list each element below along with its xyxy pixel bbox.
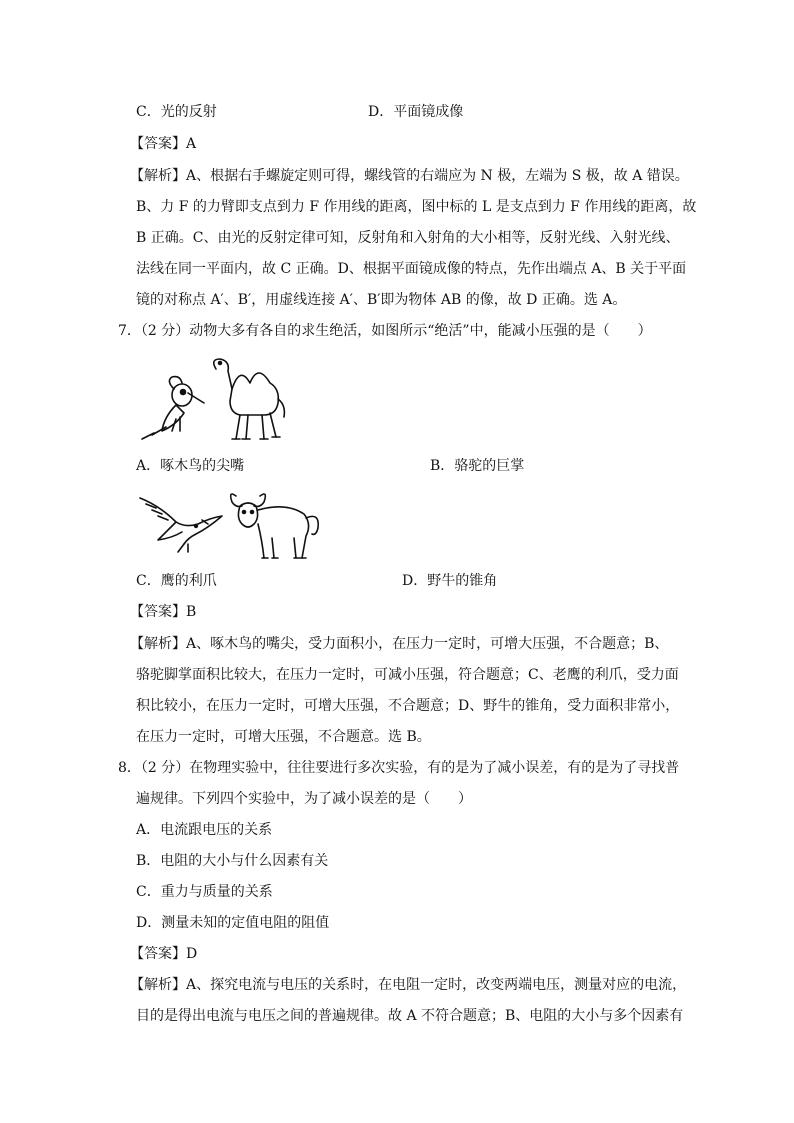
bull-icon [231, 494, 319, 558]
q7-option-d: D．野牛的锥角 [402, 573, 498, 589]
q8-analysis-line: 【解析】A、探究电流与电压的关系时，在电阻一定时，改变两端电压，测量对应的电流， [130, 977, 687, 993]
q6-option-c: C．光的反射 [136, 104, 217, 120]
eagle-icon [140, 498, 222, 552]
q7-answer: 【答案】B [130, 604, 197, 620]
q8-option-d: D．测量未知的定值电阻的阻值 [136, 915, 330, 931]
q8-option-c: C．重力与质量的关系 [136, 884, 273, 900]
q7-analysis-line: 积比较小，在压力一定时，可增大压强，不合题意；D、野牛的锥角，受力面积非常小， [136, 698, 680, 714]
q7-analysis-line: 在压力一定时，可增大压强，不合题意。选 B。 [136, 729, 431, 745]
q7-option-b: B．骆驼的巨掌 [430, 458, 525, 474]
q7-option-c: C．鹰的利爪 [136, 573, 217, 589]
q6-analysis-line: 【解析】A、根据右手螺旋定则可得，螺线管的右端应为 N 极，左端为 S 极，故 A 错误。 [130, 168, 689, 184]
q8-option-a: A．电流跟电压的关系 [136, 822, 273, 838]
q8-stem-line: 8．（2 分）在物理实验中，往往要进行多次实验，有的是为了减小误差，有的是为了寻找普 [118, 760, 680, 776]
q7-analysis-line: 【解析】A、啄木鸟的嘴尖，受力面积小，在压力一定时，可增大压强，不合题意；B、 [130, 636, 669, 652]
q7-analysis-line: 骆驼脚掌面积比较大，在压力一定时，可减小压强，符合题意；C、老鹰的利爪，受力面 [136, 667, 679, 683]
q8-option-b: B．电阻的大小与什么因素有关 [136, 853, 329, 869]
q8-stem-line: 遍规律。下列四个实验中，为了减小误差的是（ ） [136, 791, 472, 807]
camel-icon [214, 359, 285, 439]
q6-option-d: D．平面镜成像 [368, 104, 464, 120]
woodpecker-camel-figure [136, 355, 296, 443]
q7-stem: 7．（2 分）动物大多有各自的求生绝活，如图所示“绝活”中，能减小压强的是（ ） [118, 323, 652, 339]
q6-answer: 【答案】A [130, 136, 197, 152]
q6-analysis-line: 法线在同一平面内，故 C 正确。D、根据平面镜成像的特点，先作出端点 A、B 关于平面 [136, 261, 687, 277]
woodpecker-icon [142, 377, 204, 439]
q6-analysis-line: B、力 F 的力臂即支点到力 F 作用线的距离，图中标的 L 是支点到力 F 作用线的距离，故 [136, 199, 697, 215]
q6-analysis-line: 镜的对称点 A′、B′，用虚线连接 A′、B′即为物体 AB 的像，故 D 正确。选 A。 [136, 292, 627, 308]
eagle-bull-figure [136, 488, 326, 560]
q7-option-a: A．啄木鸟的尖嘴 [136, 458, 245, 474]
q6-analysis-line: B 正确。C、由光的反射定律可知，反射角和入射角的大小相等，反射光线、入射光线、 [136, 230, 680, 246]
q8-analysis-line: 目的是得出电流与电压之间的普遍规律。故 A 不符合题意；B、电阻的大小与多个因素有 [136, 1008, 684, 1024]
q8-answer: 【答案】D [130, 946, 198, 962]
